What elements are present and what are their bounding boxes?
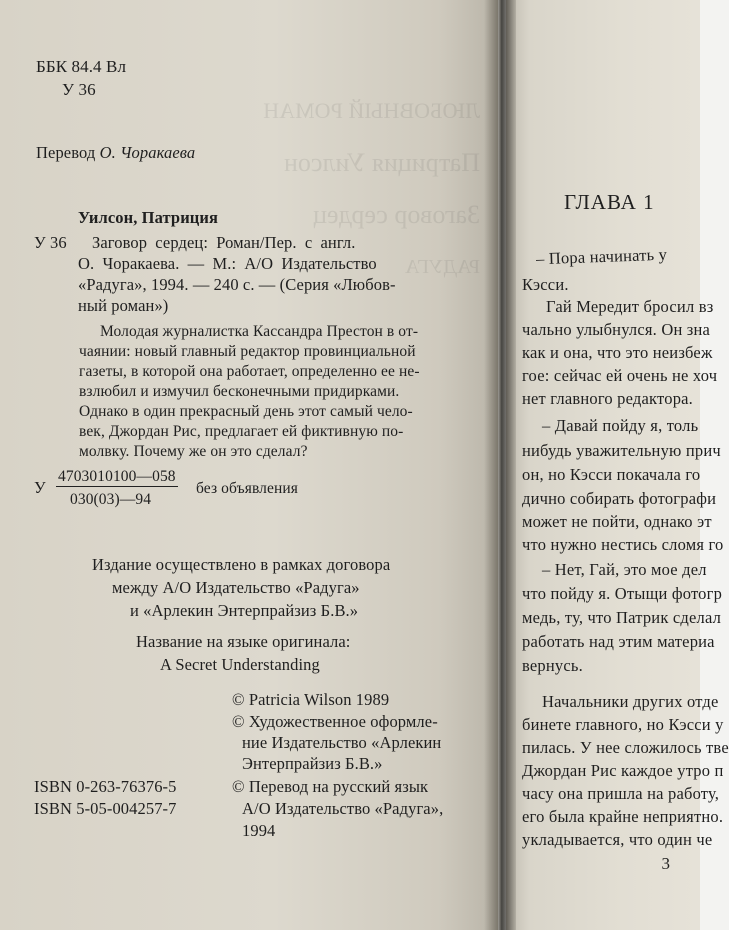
text-line: нет главного редактора. — [522, 389, 693, 408]
agreement-line: между А/О Издательство «Радуга» — [112, 578, 360, 597]
text-line: – Давай пойду я, толь — [542, 416, 699, 435]
page-number: 3 — [661, 854, 670, 873]
text-line: нибудь уважительную прич — [522, 441, 721, 460]
original-title: A Secret Understanding — [160, 655, 320, 674]
right-book-page — [506, 0, 729, 930]
text-line: часу она пришла на работу, — [522, 784, 720, 803]
classification-bbk: ББК 84.4 Вл — [36, 57, 127, 76]
isbn-line: ISBN 5-05-004257-7 — [34, 799, 177, 818]
original-title-label: Название на языке оригинала: — [136, 632, 351, 651]
code-note: без объявления — [196, 480, 298, 497]
copyright-line: © Художественное оформле- — [232, 712, 438, 731]
text-line: чально улыбнулся. Он зна — [522, 320, 711, 339]
annotation-line: век, Джордан Рис, предлагает ей фиктивную по- — [79, 423, 404, 440]
text-line: что нужно нестись сломя го — [522, 535, 724, 554]
code-letter: У — [34, 478, 46, 497]
bib-line-4: ный роман») — [78, 296, 169, 315]
bib-line-3: «Радуга», 1994. — 240 с. — (Серия «Любов- — [78, 275, 396, 294]
agreement-line: Издание осуществлено в рамках договора — [92, 555, 391, 574]
text-line: медь, ту, что Патрик сделал — [522, 608, 722, 627]
author-heading: Уилсон, Патриция — [78, 208, 219, 227]
bleed-through-text: ЛЮБОВНЫЙ РОМАН Патриция Уилсон Заговор сердец РАДУГА — [263, 98, 480, 278]
text-line: работать над этим материа — [522, 632, 715, 651]
annotation-line: молвку. Почему же он это сделал? — [79, 443, 308, 460]
text-line: гое: сейчас ей очень не хоч — [522, 366, 718, 385]
text-line: вернусь. — [522, 656, 583, 675]
text-line: Джордан Рис каждое утро п — [522, 761, 724, 780]
copyright-line: А/О Издательство «Радуга», — [242, 799, 444, 818]
text-line: укладывается, что один че — [522, 830, 713, 849]
text-line: – Нет, Гай, это мое дел — [542, 560, 707, 579]
copyright-line: ние Издательство «Арлекин — [242, 733, 442, 752]
text-line: его была крайне неприятно. — [522, 807, 724, 826]
copyright-line: © Patricia Wilson 1989 — [232, 690, 390, 709]
text-line: Кэсси. — [522, 275, 569, 294]
isbn-line: ISBN 0-263-76376-5 — [34, 777, 177, 796]
annotation-line: чаянии: новый главный редактор провинциальной — [79, 343, 416, 360]
annotation-line: Однако в один прекрасный день этот самый чело- — [79, 403, 413, 420]
book-gutter — [484, 0, 516, 930]
text-line: пилась. У нее сложилось тве — [522, 738, 729, 757]
text-line: как и она, что это неизбеж — [522, 343, 713, 362]
agreement-line: и «Арлекин Энтерпрайзиз Б.В.» — [130, 601, 359, 620]
text-line: Гай Мередит бросил вз — [546, 297, 714, 316]
code-numerator: 4703010100—058 — [58, 468, 176, 485]
annotation-line: взлюбил и измучил бесконечными придирками. — [79, 383, 400, 400]
code-denominator: 030(03)—94 — [70, 491, 152, 508]
text-line: Начальники других отде — [542, 692, 719, 711]
translator-line: Перевод О. Чоракаева — [36, 143, 196, 162]
text-line: может не пойти, однако эт — [522, 512, 712, 531]
classification-author-mark: У 36 — [62, 80, 96, 99]
copyright-line: 1994 — [242, 821, 276, 840]
text-line: бинете главного, но Кэсси у — [522, 715, 724, 734]
bib-line-1: Заговор сердец: Роман/Пер. с англ. — [92, 233, 356, 252]
bib-index: У 36 — [34, 233, 67, 252]
text-line: дично собирать фотографи — [522, 489, 717, 508]
annotation-line: газеты, в которой она работает, определенно ее не- — [79, 363, 420, 380]
text-line: – Пора начинать у — [535, 244, 668, 269]
copyright-line: Энтерпрайзиз Б.В.» — [242, 754, 383, 773]
chapter-title: ГЛАВА 1 — [564, 190, 655, 214]
text-line: что пойду я. Отыщи фотогр — [522, 584, 723, 603]
annotation-line: Молодая журналистка Кассандра Престон в от- — [100, 323, 419, 340]
bib-line-2: О. Чоракаева. — М.: А/О Издательство — [78, 254, 377, 273]
copyright-line: © Перевод на русский язык — [232, 777, 429, 796]
text-line: он, но Кэсси покачала го — [522, 465, 701, 484]
